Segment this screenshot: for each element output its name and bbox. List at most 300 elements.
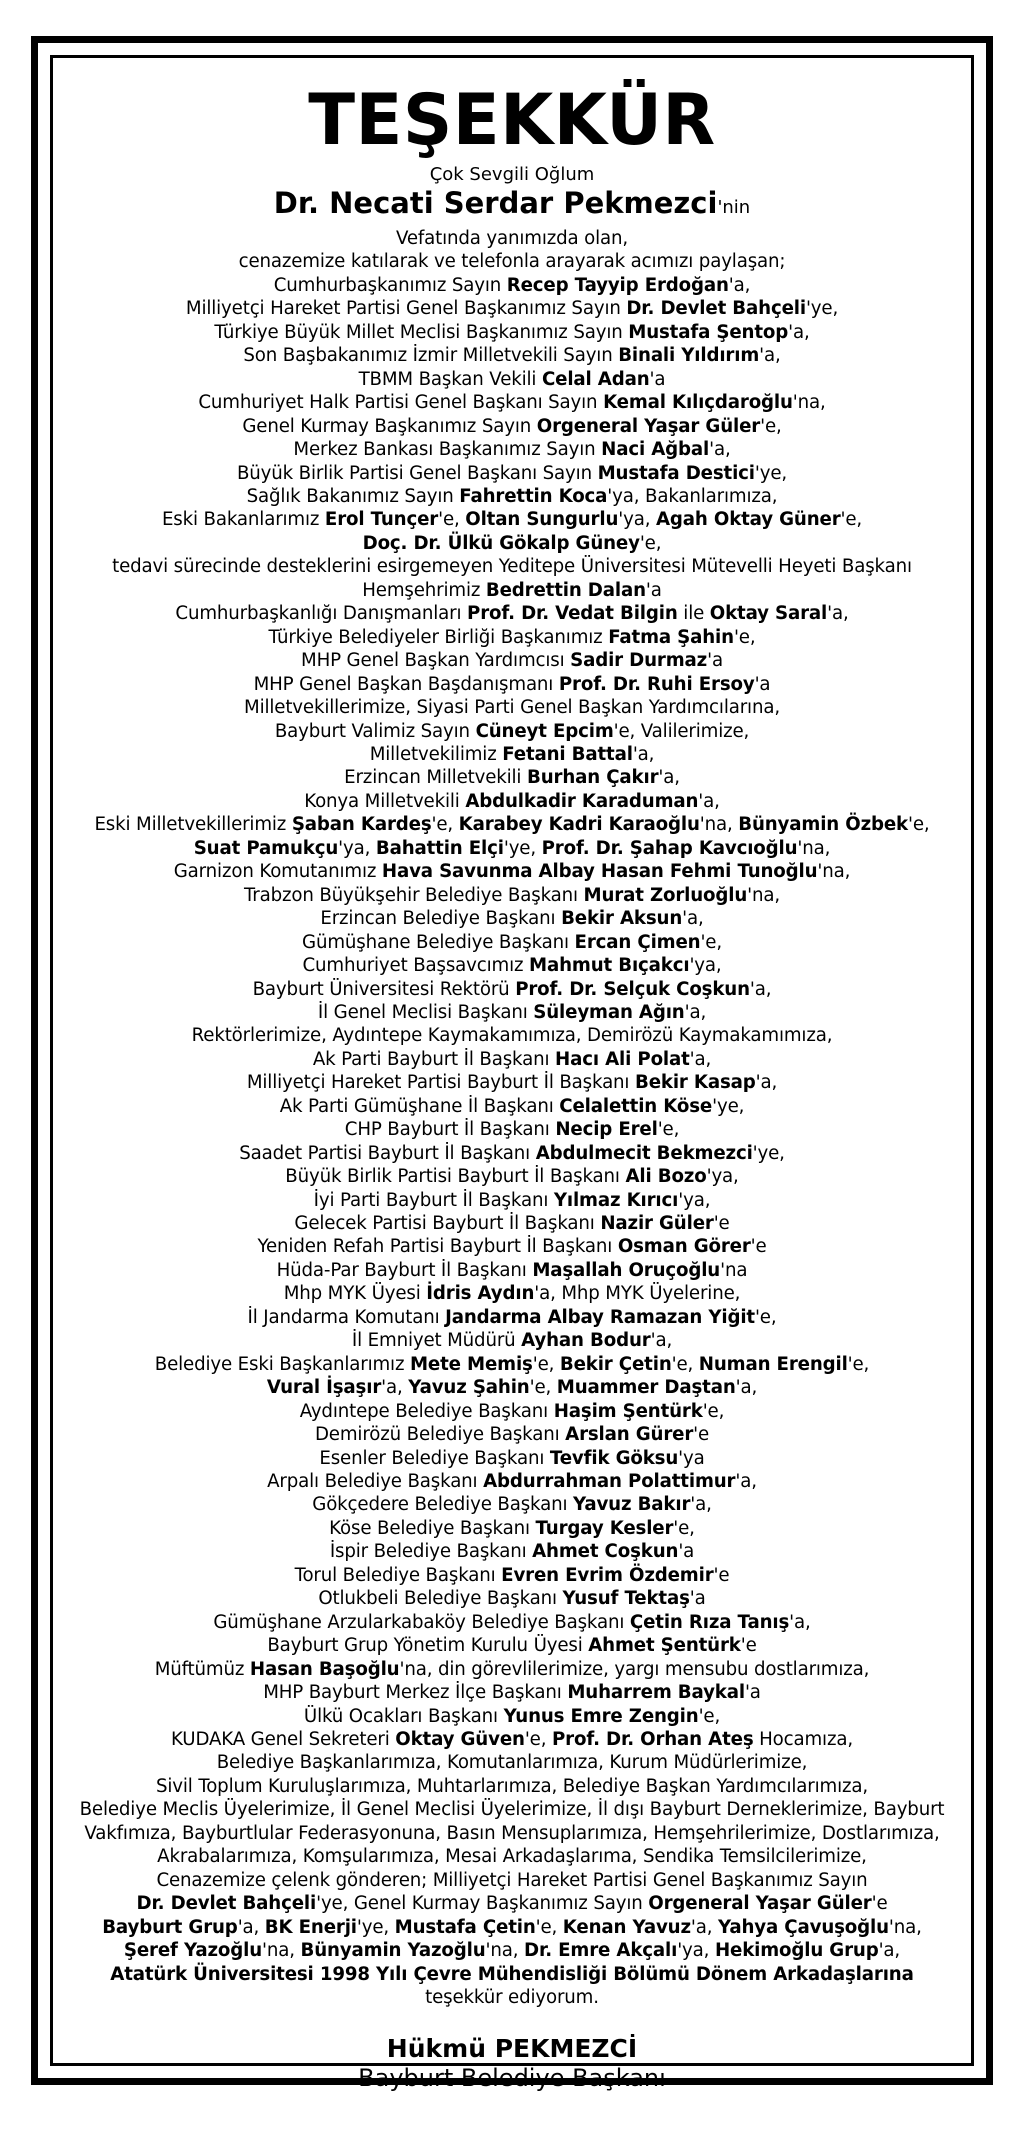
line-text: Türkiye Belediyeler Birliği Başkanımız xyxy=(268,626,609,648)
name-bold: Yunus Emre Zengin xyxy=(503,1705,699,1727)
line-text: 'e, xyxy=(657,1119,680,1141)
line-text: Esenler Belediye Başkanı xyxy=(319,1447,550,1469)
line-text: 'a xyxy=(754,673,771,695)
line-text: 'a, xyxy=(709,439,731,461)
name-bold: Bünyamin Özbek xyxy=(738,814,908,836)
text-line xyxy=(53,1681,971,1704)
line-text: Eski Milletvekillerimiz xyxy=(94,814,292,836)
line-text: 'e, xyxy=(733,626,756,648)
line-text: 'a, xyxy=(658,767,680,789)
line-text: Torul Belediye Başkanı xyxy=(294,1564,502,1586)
text-line xyxy=(53,766,971,789)
text-line xyxy=(53,954,971,977)
text-line xyxy=(53,696,971,719)
name-bold: Hekimoğlu Grup xyxy=(714,1940,879,1962)
name-bold: Yılmaz Kırıcı xyxy=(553,1189,679,1211)
line-text: Sivil Toplum Kuruluşlarımıza, Muhtarlarımıza, Belediye Başkan Yardımcılarımıza, xyxy=(155,1775,869,1797)
line-text: 'a, xyxy=(682,908,704,930)
text-line xyxy=(53,1798,971,1821)
line-text: 'a, xyxy=(789,1611,811,1633)
line-text: 'ya, xyxy=(678,1189,711,1211)
line-text: cenazemize katılarak ve telefonla arayarak acımızı paylaşan; xyxy=(238,251,786,273)
name-bold: Yavuz Bakır xyxy=(572,1494,691,1516)
name-bold: Abdurrahman Polattimur xyxy=(483,1471,736,1493)
thanks-body xyxy=(53,227,971,2009)
line-text: 'e xyxy=(750,1236,767,1258)
text-line xyxy=(53,1212,971,1235)
name-bold: Evren Evrim Özdemir xyxy=(501,1564,714,1586)
line-text: Cenazemize çelenk gönderen; Milliyetçi Hareket Partisi Genel Başkanımız Sayın xyxy=(156,1869,868,1891)
line-text: 'na, xyxy=(817,861,851,883)
line-text: Milliyetçi Hareket Partisi Bayburt İl Başkanı xyxy=(246,1072,635,1094)
line-text: 'a, xyxy=(689,1048,712,1070)
text-line xyxy=(53,1048,971,1071)
line-text: 'ye, Genel Kurmay Başkanımız Sayın xyxy=(316,1893,649,1915)
name-bold: Binali Yıldırım xyxy=(618,345,760,367)
line-text: Son Başbakanımız İzmir Milletvekili Sayın xyxy=(243,345,619,367)
line-text: 'a, xyxy=(749,978,772,1000)
line-text: Genel Kurmay Başkanımız Sayın xyxy=(242,415,537,437)
line-text: Gelecek Partisi Bayburt İl Başkanı xyxy=(294,1213,601,1235)
text-line xyxy=(53,649,971,672)
line-text: 'e, xyxy=(908,814,930,836)
line-text: 'ya xyxy=(678,1447,705,1469)
text-line xyxy=(53,1329,971,1352)
line-text: 'ya, xyxy=(338,837,376,859)
name-bold: Bekir Kasap xyxy=(634,1072,756,1094)
line-text: tedavi sürecinde desteklerini esirgemeyen Yeditepe Üniversitesi Mütevelli Heyeti Başkanı xyxy=(112,556,912,578)
text-line xyxy=(53,485,971,508)
name-bold: Oktay Saral xyxy=(709,603,828,625)
name-bold: Fahrettin Koca xyxy=(459,485,608,507)
text-line xyxy=(53,1540,971,1563)
line-text: Erzincan Milletvekili xyxy=(344,767,527,789)
line-text: KUDAKA Genel Sekreteri xyxy=(171,1729,396,1750)
line-text: 'e, xyxy=(438,509,466,531)
line-text: 'e, xyxy=(529,1377,557,1399)
text-line xyxy=(53,626,971,649)
name-bold: Prof. Dr. Selçuk Coşkun xyxy=(515,978,750,1000)
line-text: 'e xyxy=(740,1635,757,1657)
line-text: Erzincan Belediye Başkanı xyxy=(320,908,562,930)
text-line xyxy=(53,1376,971,1399)
line-text: 'e, xyxy=(532,1353,560,1375)
line-text: 'a xyxy=(689,1588,706,1610)
text-line xyxy=(53,462,971,485)
text-line xyxy=(53,1235,971,1258)
name-bold: Dr. Devlet Bahçeli xyxy=(136,1893,317,1915)
text-line xyxy=(53,1845,971,1868)
line-text: Milletvekillerimize, Siyasi Parti Genel Başkan Yardımcılarına, xyxy=(244,697,780,719)
name-bold: Celal Adan xyxy=(541,368,650,390)
name-bold: Mahmut Bıçakcı xyxy=(529,955,690,977)
line-text: 'a, xyxy=(381,1377,409,1399)
line-text: 'e, xyxy=(639,532,662,554)
text-line xyxy=(53,1306,971,1329)
line-text: Cumhuriyet Halk Partisi Genel Başkanı Sayın xyxy=(198,392,604,414)
name-bold: Numan Erengil xyxy=(698,1353,848,1375)
name-bold: Prof. Dr. Şahap Kavcıoğlu xyxy=(541,837,798,859)
name-bold: Mustafa Çetin xyxy=(394,1916,536,1938)
text-line xyxy=(53,860,971,883)
line-text: Eski Bakanlarımız xyxy=(161,509,325,531)
name-bold: Bahattin Elçi xyxy=(375,837,504,859)
text-line xyxy=(53,532,971,555)
line-text: Cumhuriyet Başsavcımız xyxy=(302,955,530,977)
name-bold: Yahya Çavuşoğlu xyxy=(718,1916,889,1938)
line-text: İspir Belediye Başkanı xyxy=(329,1541,533,1563)
line-text: 'na, xyxy=(262,1940,301,1962)
line-text: Müftümüz xyxy=(154,1658,250,1680)
text-line xyxy=(53,673,971,696)
line-text: Arpalı Belediye Başkanı xyxy=(267,1471,484,1493)
line-text: 'a, xyxy=(759,345,781,367)
name-bold: Abdulmecit Bekmezci xyxy=(535,1142,753,1164)
line-text: 'ye, xyxy=(752,1142,785,1164)
line-text: Büyük Birlik Partisi Genel Başkanı Sayın xyxy=(236,462,598,484)
line-text: Gökçedere Belediye Başkanı xyxy=(312,1494,573,1516)
name-bold: Hacı Ali Polat xyxy=(555,1048,690,1070)
line-text: Garnizon Komutanımız xyxy=(173,861,382,883)
line-text: TBMM Başkan Vekili xyxy=(358,368,542,390)
line-text: Sağlık Bakanımız Sayın xyxy=(246,485,460,507)
line-text: 'na, xyxy=(747,884,781,906)
line-text: 'a, xyxy=(650,1330,673,1352)
name-bold: Prof. Dr. Ruhi Ersoy xyxy=(558,673,755,695)
line-text: 'a, xyxy=(632,743,655,765)
line-text: Aydıntepe Belediye Başkanı xyxy=(299,1400,554,1422)
line-text: 'a, xyxy=(698,790,720,812)
line-text: 'e xyxy=(713,1564,730,1586)
name-bold: Yavuz Şahin xyxy=(408,1377,530,1399)
line-text: Akrabalarımıza, Komşularımıza, Mesai Arkadaşlarıma, Sendika Temsilcilerimize, xyxy=(157,1846,867,1868)
line-text: ile xyxy=(677,603,710,625)
name-bold: Fatma Şahin xyxy=(608,626,734,648)
line-text: Milliyetçi Hareket Partisi Genel Başkanımız Sayın xyxy=(185,298,627,320)
name-bold: Hasan Başoğlu xyxy=(249,1658,400,1680)
line-text: 'e, xyxy=(754,1306,777,1328)
name-bold: Oktay Güven xyxy=(395,1729,525,1750)
text-line xyxy=(53,1963,971,1986)
name-bold: Cüneyt Epcim xyxy=(475,720,614,742)
text-line xyxy=(53,579,971,602)
line-text: Belediye Meclis Üyelerimize, İl Genel Meclisi Üyelerimize, İl dışı Bayburt Derneklerimize, Bayburt xyxy=(79,1799,945,1821)
name-bold: Doç. Dr. Ülkü Gökalp Güney xyxy=(362,532,640,554)
notice-content xyxy=(53,55,971,2093)
name-bold: Dr. Emre Akçalı xyxy=(524,1940,678,1962)
text-line xyxy=(53,1705,971,1728)
line-text: teşekkür ediyorum. xyxy=(425,1986,599,2008)
line-text: 'a xyxy=(645,579,662,601)
text-line xyxy=(53,555,971,578)
line-text: MHP Genel Başkan Yardımcısı xyxy=(301,650,571,672)
text-line xyxy=(53,978,971,1001)
text-line xyxy=(53,1869,971,1892)
name-bold: Turgay Kesler xyxy=(535,1517,674,1539)
text-line xyxy=(53,1165,971,1188)
line-text: Rektörlerimize, Aydıntepe Kaymakamımıza, Demirözü Kaymakamımıza, xyxy=(191,1025,833,1047)
line-text: Vefatında yanımızda olan, xyxy=(395,228,629,249)
line-text: 'a, xyxy=(878,1940,901,1962)
name-bold: Sadir Durmaz xyxy=(570,650,708,672)
line-text: 'ya, xyxy=(706,1166,739,1188)
name-bold: Bedrettin Dalan xyxy=(485,579,646,601)
line-text: Büyük Birlik Partisi Bayburt İl Başkanı xyxy=(285,1166,626,1188)
line-text: 'a, xyxy=(690,1916,719,1938)
line-text: 'e xyxy=(713,1213,730,1235)
line-text: Hüda-Par Bayburt İl Başkanı xyxy=(276,1259,533,1281)
line-text: Saadet Partisi Bayburt İl Başkanı xyxy=(239,1142,536,1164)
line-text: Belediye Eski Başkanlarımız xyxy=(154,1353,410,1375)
name-bold: Kemal Kılıçdaroğlu xyxy=(603,392,793,414)
name-bold: Muharrem Baykal xyxy=(567,1682,745,1704)
name-bold: Naci Ağbal xyxy=(601,439,710,461)
line-text: Cumhurbaşkanımız Sayın xyxy=(273,274,507,296)
name-bold: Burhan Çakır xyxy=(526,767,659,789)
name-bold: Prof. Dr. Orhan Ateş xyxy=(551,1729,754,1750)
line-text: Gümüşhane Arzularkabaköy Belediye Başkanı xyxy=(213,1611,630,1633)
line-text: Belediye Başkanlarımıza, Komutanlarımıza, Kurum Müdürlerimize, xyxy=(216,1752,808,1774)
line-text: Ak Parti Gümüşhane İl Başkanı xyxy=(279,1095,560,1117)
name-bold: Bayburt Grup xyxy=(102,1916,238,1938)
text-line xyxy=(53,1775,971,1798)
line-text: Cumhurbaşkanlığı Danışmanları xyxy=(175,603,468,625)
name-bold: Süleyman Ağın xyxy=(533,1001,685,1023)
name-bold: Yusuf Tektaş xyxy=(562,1588,690,1610)
line-text: Konya Milletvekili xyxy=(304,790,466,812)
name-bold: Agah Oktay Güner xyxy=(655,509,841,531)
name-bold: Vural İşaşır xyxy=(266,1377,382,1399)
text-line xyxy=(53,1282,971,1305)
text-line xyxy=(53,743,971,766)
text-line xyxy=(53,415,971,438)
line-text: Gümüşhane Belediye Başkanı xyxy=(302,931,575,953)
text-line xyxy=(53,1822,971,1845)
text-line xyxy=(53,368,971,391)
text-line xyxy=(53,813,971,836)
text-line xyxy=(53,1400,971,1423)
line-text: CHP Bayburt İl Başkanı xyxy=(344,1119,556,1141)
name-bold: Prof. Dr. Vedat Bilgin xyxy=(467,603,678,625)
name-bold: Osman Görer xyxy=(617,1236,751,1258)
name-bold: Orgeneral Yaşar Güler xyxy=(648,1893,872,1915)
text-line xyxy=(53,1611,971,1634)
line-text: Merkez Bankası Başkanımız Sayın xyxy=(293,439,602,461)
line-text: 'a xyxy=(649,368,666,390)
text-line xyxy=(53,250,971,273)
text-line xyxy=(53,344,971,367)
name-bold: Ahmet Şentürk xyxy=(588,1635,741,1657)
text-line xyxy=(53,391,971,414)
line-text: Trabzon Büyükşehir Belediye Başkanı xyxy=(243,884,584,906)
name-bold: Hava Savunma Albay Hasan Fehmi Tunoğlu xyxy=(381,861,818,883)
text-line xyxy=(53,1259,971,1282)
text-line xyxy=(53,1517,971,1540)
name-bold: Oltan Sungurlu xyxy=(465,509,619,531)
line-text: 'ya, xyxy=(689,955,722,977)
line-text: 'na, xyxy=(699,814,739,836)
signature-title: Bayburt Belediye Başkanı xyxy=(358,2064,666,2093)
name-bold: Bekir Aksun xyxy=(561,908,683,930)
line-text: 'e, xyxy=(700,931,722,953)
text-line xyxy=(53,1423,971,1446)
deceased-name: Dr. Necati Serdar Pekmezci xyxy=(273,186,718,220)
line-text: Köse Belediye Başkanı xyxy=(329,1517,536,1539)
name-bold: Recep Tayyip Erdoğan xyxy=(506,274,729,296)
text-line xyxy=(53,884,971,907)
name-bold: Haşim Şentürk xyxy=(553,1400,703,1422)
line-text: 'ye, xyxy=(356,1916,395,1938)
line-text: Hemşehrimiz xyxy=(362,579,486,601)
line-text: Ülkü Ocakları Başkanı xyxy=(303,1705,504,1727)
deceased-line xyxy=(53,186,971,225)
line-text: 'a, xyxy=(728,274,751,296)
text-line xyxy=(53,274,971,297)
line-text: 'a xyxy=(678,1541,695,1563)
line-text: 'na, xyxy=(792,392,826,414)
text-line xyxy=(53,1071,971,1094)
text-line xyxy=(53,1751,971,1774)
name-bold: Bekir Çetin xyxy=(559,1353,672,1375)
line-text: 'e, xyxy=(702,1400,725,1422)
line-text: 'ye, xyxy=(805,298,839,320)
line-text: 'e, xyxy=(671,1353,699,1375)
line-text: 'ya, Bakanlarımıza, xyxy=(607,485,778,507)
line-text: 'e xyxy=(871,1893,888,1915)
line-text: 'na, xyxy=(797,837,831,859)
deceased-suffix: 'nin xyxy=(717,197,751,218)
line-text: 'a, xyxy=(684,1001,707,1023)
line-text: MHP Bayburt Merkez İlçe Başkanı xyxy=(263,1682,568,1704)
text-line xyxy=(53,1634,971,1657)
name-bold: Şeref Yazoğlu xyxy=(123,1940,263,1962)
text-line xyxy=(53,508,971,531)
line-text: 'a xyxy=(744,1682,761,1704)
line-text: 'a, xyxy=(735,1377,758,1399)
text-line xyxy=(53,1024,971,1047)
line-text: İl Emniyet Müdürü xyxy=(351,1330,522,1352)
line-text: 'e, xyxy=(535,1916,563,1938)
text-line xyxy=(53,1118,971,1141)
name-bold: Fetani Battal xyxy=(502,743,633,765)
name-bold: Bünyamin Yazoğlu xyxy=(300,1940,486,1962)
text-line xyxy=(53,1587,971,1610)
line-text: 'e, xyxy=(760,415,782,437)
name-bold: Nazir Güler xyxy=(600,1213,714,1235)
text-line xyxy=(53,1142,971,1165)
line-text: 'e, xyxy=(698,1705,721,1727)
line-text: 'a, xyxy=(827,603,849,625)
line-text: Yeniden Refah Partisi Bayburt İl Başkanı xyxy=(257,1236,618,1258)
line-text: 'na, din görevlilerimize, yargı mensubu dostlarımıza, xyxy=(399,1658,870,1680)
text-line xyxy=(53,1001,971,1024)
signature-block xyxy=(53,2034,971,2093)
name-bold: BK Enerji xyxy=(264,1916,357,1938)
text-line xyxy=(53,1353,971,1376)
line-text: 'ye, xyxy=(712,1095,745,1117)
line-text: 'e xyxy=(693,1424,710,1446)
name-bold: Abdulkadir Karaduman xyxy=(465,790,699,812)
text-line xyxy=(53,1986,971,2009)
text-line xyxy=(53,1728,971,1751)
line-text: Demirözü Belediye Başkanı xyxy=(314,1424,566,1446)
name-bold: Maşallah Oruçoğlu xyxy=(532,1259,721,1281)
text-line xyxy=(53,1939,971,1962)
name-bold: Ali Bozo xyxy=(625,1166,707,1188)
line-text: İl Genel Meclisi Başkanı xyxy=(317,1001,534,1023)
name-bold: Muammer Daştan xyxy=(556,1377,736,1399)
name-bold: Murat Zorluoğlu xyxy=(583,884,748,906)
line-text: Bayburt Grup Yönetim Kurulu Üyesi xyxy=(267,1635,589,1657)
line-text: 'na, xyxy=(485,1940,525,1962)
line-text: Milletvekilimiz xyxy=(369,743,503,765)
text-line xyxy=(53,438,971,461)
name-bold: İdris Aydın xyxy=(426,1283,535,1305)
text-line xyxy=(53,907,971,930)
name-bold: Necip Erel xyxy=(555,1119,658,1141)
name-bold: Şaban Kardeş xyxy=(291,814,432,836)
page-title: TEŞEKKÜR xyxy=(308,79,716,161)
line-text: 'e, xyxy=(840,509,863,531)
name-bold: Atatürk Üniversitesi 1998 Yılı Çevre Mühendisliği Bölümü Dönem Arkadaşlarına xyxy=(110,1963,914,1985)
line-text: 'e, xyxy=(431,814,459,836)
name-bold: Çetin Rıza Tanış xyxy=(629,1611,790,1633)
line-text: 'e, xyxy=(847,1353,870,1375)
name-bold: Erol Tunçer xyxy=(324,509,439,531)
line-text: 'a, xyxy=(237,1916,265,1938)
name-bold: Celalettin Köse xyxy=(559,1095,713,1117)
line-text: 'na xyxy=(720,1259,748,1281)
line-text: MHP Genel Başkan Başdanışmanı xyxy=(253,673,559,695)
text-line xyxy=(53,1658,971,1681)
line-text: 'a, Mhp MYK Üyelerine, xyxy=(534,1283,741,1305)
line-text: 'a, xyxy=(690,1494,712,1516)
name-bold: Mustafa Şentop xyxy=(628,321,789,343)
text-line xyxy=(53,227,971,250)
line-text: Otlukbeli Belediye Başkanı xyxy=(318,1588,563,1610)
line-text: Türkiye Büyük Millet Meclisi Başkanımız Sayın xyxy=(214,321,629,343)
line-text: Bayburt Valimiz Sayın xyxy=(274,720,476,742)
line-text: Ak Parti Bayburt İl Başkanı xyxy=(312,1048,556,1070)
text-line xyxy=(53,1916,971,1939)
text-line xyxy=(53,1564,971,1587)
text-line xyxy=(53,931,971,954)
text-line xyxy=(53,1892,971,1915)
line-text: 'e, Valilerimize, xyxy=(613,720,750,742)
text-line xyxy=(53,1095,971,1118)
line-text: İl Jandarma Komutanı xyxy=(247,1306,446,1328)
text-line xyxy=(53,837,971,860)
name-bold: Tevfik Göksu xyxy=(549,1447,679,1469)
line-text: 'na, xyxy=(888,1916,922,1938)
line-text: 'ye, xyxy=(754,462,788,484)
line-text: Mhp MYK Üyesi xyxy=(283,1283,427,1305)
text-line xyxy=(53,1189,971,1212)
name-bold: Suat Pamukçu xyxy=(193,837,339,859)
line-text: Hocamıza, xyxy=(753,1729,853,1750)
line-text: 'a, xyxy=(755,1072,778,1094)
line-text: 'a, xyxy=(735,1471,757,1493)
line-text: 'a xyxy=(707,650,723,672)
line-text: 'ya, xyxy=(618,509,656,531)
text-line xyxy=(53,790,971,813)
name-bold: Mete Memiş xyxy=(409,1353,533,1375)
name-bold: Mustafa Destici xyxy=(597,462,755,484)
line-text: Vakfımıza, Bayburtlular Federasyonuna, Basın Mensuplarımıza, Hemşehrilerimize, Dostlarımıza, xyxy=(84,1822,940,1844)
signature-name: Hükmü PEKMEZCİ xyxy=(386,2034,638,2064)
line-text: 'ye, xyxy=(503,837,542,859)
line-text: 'e, xyxy=(524,1729,552,1750)
